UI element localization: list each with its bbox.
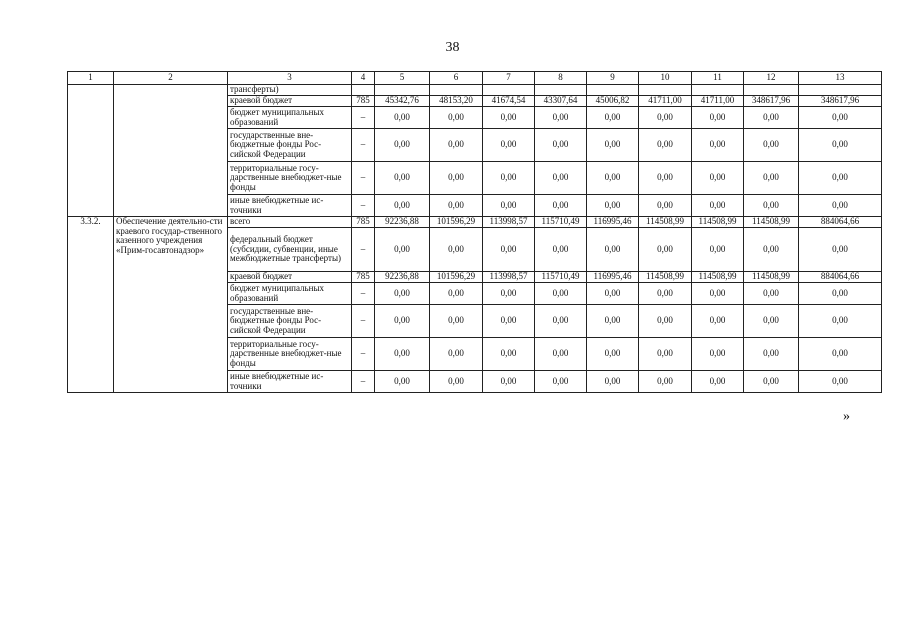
amount-cell: 0,00	[692, 305, 744, 338]
funding-source-cell: территориальные госу-дарственные внебюджет-ные фонды	[228, 338, 352, 371]
amount-cell: 0,00	[692, 371, 744, 393]
amount-cell: 0,00	[587, 305, 639, 338]
amount-cell: 0,00	[483, 371, 535, 393]
amount-cell: 0,00	[799, 338, 882, 371]
amount-cell: 0,00	[535, 305, 587, 338]
funding-source-cell: государственные вне-бюджетные фонды Рос-сийской Федерации	[228, 305, 352, 338]
amount-cell: 0,00	[587, 162, 639, 195]
amount-cell: 0,00	[692, 107, 744, 129]
amount-cell: 0,00	[535, 228, 587, 272]
amount-cell: 115710,49	[535, 272, 587, 283]
amount-cell: 0,00	[483, 195, 535, 217]
amount-cell: 0,00	[744, 162, 799, 195]
amount-cell: 0,00	[587, 195, 639, 217]
closing-quote: »	[843, 409, 850, 424]
amount-cell: 0,00	[375, 338, 430, 371]
amount-cell: 0,00	[535, 107, 587, 129]
column-header: 10	[639, 72, 692, 85]
amount-cell: 0,00	[587, 338, 639, 371]
amount-cell: 0,00	[430, 371, 483, 393]
amount-cell: 41674,54	[483, 96, 535, 107]
column-header: 2	[114, 72, 228, 85]
table-row	[68, 85, 882, 96]
amount-cell: 0,00	[430, 162, 483, 195]
amount-cell	[692, 85, 744, 96]
amount-cell: 0,00	[483, 338, 535, 371]
amount-cell	[430, 85, 483, 96]
amount-cell: 0,00	[483, 283, 535, 305]
amount-cell: 0,00	[430, 283, 483, 305]
budget-table	[67, 71, 882, 393]
amount-cell: 0,00	[483, 107, 535, 129]
budget-code-cell: –	[352, 305, 375, 338]
column-header: 4	[352, 72, 375, 85]
amount-cell: 48153,20	[430, 96, 483, 107]
amount-cell: 0,00	[430, 129, 483, 162]
amount-cell: 45342,76	[375, 96, 430, 107]
amount-cell: 0,00	[483, 162, 535, 195]
amount-cell: 0,00	[744, 228, 799, 272]
amount-cell: 101596,29	[430, 217, 483, 228]
amount-cell: 348617,96	[799, 96, 882, 107]
amount-cell: 41711,00	[639, 96, 692, 107]
amount-cell	[587, 85, 639, 96]
amount-cell: 0,00	[587, 371, 639, 393]
amount-cell: 0,00	[430, 338, 483, 371]
amount-cell: 0,00	[744, 338, 799, 371]
column-header: 9	[587, 72, 639, 85]
budget-code-cell: –	[352, 228, 375, 272]
budget-code-cell	[352, 85, 375, 96]
budget-code-cell: –	[352, 162, 375, 195]
amount-cell: 115710,49	[535, 217, 587, 228]
funding-source-cell: территориальные госу-дарственные внебюджет-ные фонды	[228, 162, 352, 195]
funding-source-cell: краевой бюджет	[228, 96, 352, 107]
column-header: 12	[744, 72, 799, 85]
amount-cell: 0,00	[744, 371, 799, 393]
amount-cell: 0,00	[587, 107, 639, 129]
amount-cell: 0,00	[587, 129, 639, 162]
amount-cell: 116995,46	[587, 272, 639, 283]
amount-cell: 0,00	[639, 283, 692, 305]
amount-cell: 0,00	[744, 195, 799, 217]
item-description-cell	[114, 85, 228, 217]
amount-cell: 0,00	[639, 371, 692, 393]
amount-cell	[375, 85, 430, 96]
budget-code-cell: –	[352, 195, 375, 217]
amount-cell: 0,00	[692, 283, 744, 305]
amount-cell: 0,00	[483, 129, 535, 162]
amount-cell: 0,00	[692, 162, 744, 195]
funding-source-cell: всего	[228, 217, 352, 228]
amount-cell: 0,00	[744, 107, 799, 129]
budget-code-cell: –	[352, 338, 375, 371]
column-header: 11	[692, 72, 744, 85]
column-header: 6	[430, 72, 483, 85]
amount-cell: 0,00	[430, 305, 483, 338]
amount-cell: 0,00	[799, 371, 882, 393]
amount-cell: 43307,64	[535, 96, 587, 107]
column-header: 13	[799, 72, 882, 85]
item-number-cell	[68, 85, 114, 217]
funding-source-cell: государственные вне-бюджетные фонды Рос-сийской Федерации	[228, 129, 352, 162]
amount-cell: 113998,57	[483, 217, 535, 228]
amount-cell	[639, 85, 692, 96]
funding-source-cell: иные внебюджетные ис-точники	[228, 371, 352, 393]
amount-cell: 0,00	[799, 283, 882, 305]
budget-code-cell: –	[352, 371, 375, 393]
amount-cell: 41711,00	[692, 96, 744, 107]
budget-code-cell: 785	[352, 272, 375, 283]
amount-cell: 0,00	[430, 107, 483, 129]
amount-cell: 0,00	[799, 305, 882, 338]
funding-source-cell: бюджет муниципальных образований	[228, 107, 352, 129]
amount-cell: 0,00	[535, 338, 587, 371]
amount-cell: 0,00	[535, 195, 587, 217]
funding-source-cell: краевой бюджет	[228, 272, 352, 283]
amount-cell: 114508,99	[692, 217, 744, 228]
amount-cell: 45006,82	[587, 96, 639, 107]
amount-cell: 0,00	[375, 305, 430, 338]
column-number-row	[68, 72, 882, 85]
amount-cell	[744, 85, 799, 96]
amount-cell: 0,00	[639, 129, 692, 162]
amount-cell: 0,00	[375, 371, 430, 393]
amount-cell: 0,00	[744, 305, 799, 338]
funding-source-cell: федеральный бюджет (субсидии, субвенции, иные межбюджетные трансферты)	[228, 228, 352, 272]
amount-cell: 114508,99	[692, 272, 744, 283]
amount-cell: 0,00	[535, 371, 587, 393]
amount-cell: 0,00	[587, 283, 639, 305]
column-header: 5	[375, 72, 430, 85]
funding-source-cell: бюджет муниципальных образований	[228, 283, 352, 305]
amount-cell: 0,00	[692, 228, 744, 272]
item-number-cell: 3.3.2.	[68, 217, 114, 393]
amount-cell: 0,00	[799, 162, 882, 195]
amount-cell: 0,00	[375, 162, 430, 195]
amount-cell: 884064,66	[799, 272, 882, 283]
amount-cell: 114508,99	[639, 272, 692, 283]
amount-cell: 0,00	[692, 129, 744, 162]
budget-code-cell: 785	[352, 217, 375, 228]
amount-cell: 0,00	[799, 228, 882, 272]
funding-source-cell: иные внебюджетные ис-точники	[228, 195, 352, 217]
budget-code-cell: 785	[352, 96, 375, 107]
amount-cell: 0,00	[639, 195, 692, 217]
funding-source-cell: трансферты)	[228, 85, 352, 96]
amount-cell: 0,00	[639, 305, 692, 338]
amount-cell: 0,00	[483, 305, 535, 338]
column-header: 7	[483, 72, 535, 85]
amount-cell: 0,00	[587, 228, 639, 272]
amount-cell: 0,00	[799, 195, 882, 217]
budget-code-cell: –	[352, 129, 375, 162]
amount-cell: 114508,99	[744, 272, 799, 283]
amount-cell: 0,00	[375, 107, 430, 129]
amount-cell: 0,00	[639, 338, 692, 371]
amount-cell: 884064,66	[799, 217, 882, 228]
budget-code-cell: –	[352, 283, 375, 305]
amount-cell: 0,00	[375, 283, 430, 305]
amount-cell: 0,00	[639, 228, 692, 272]
amount-cell: 0,00	[483, 228, 535, 272]
amount-cell: 113998,57	[483, 272, 535, 283]
amount-cell: 116995,46	[587, 217, 639, 228]
amount-cell: 0,00	[375, 195, 430, 217]
amount-cell: 0,00	[692, 195, 744, 217]
column-header: 1	[68, 72, 114, 85]
amount-cell: 114508,99	[744, 217, 799, 228]
amount-cell: 348617,96	[744, 96, 799, 107]
amount-cell: 0,00	[535, 129, 587, 162]
amount-cell	[483, 85, 535, 96]
amount-cell: 0,00	[799, 107, 882, 129]
amount-cell: 101596,29	[430, 272, 483, 283]
amount-cell: 0,00	[744, 283, 799, 305]
column-header: 3	[228, 72, 352, 85]
item-description-cell: Обеспечение деятельно-сти краевого государ-ственного казенного учреждения «Прим-госавтонадзор»	[114, 217, 228, 393]
amount-cell: 92236,88	[375, 272, 430, 283]
amount-cell: 0,00	[799, 129, 882, 162]
amount-cell: 0,00	[375, 228, 430, 272]
amount-cell: 0,00	[375, 129, 430, 162]
amount-cell: 0,00	[744, 129, 799, 162]
column-header: 8	[535, 72, 587, 85]
amount-cell	[535, 85, 587, 96]
amount-cell: 114508,99	[639, 217, 692, 228]
amount-cell: 0,00	[430, 228, 483, 272]
budget-code-cell: –	[352, 107, 375, 129]
amount-cell: 0,00	[430, 195, 483, 217]
amount-cell: 0,00	[639, 107, 692, 129]
page-number: 38	[445, 40, 460, 55]
amount-cell: 0,00	[692, 338, 744, 371]
amount-cell: 0,00	[535, 162, 587, 195]
amount-cell: 0,00	[639, 162, 692, 195]
table-row	[68, 217, 882, 228]
amount-cell: 0,00	[535, 283, 587, 305]
amount-cell: 92236,88	[375, 217, 430, 228]
amount-cell	[799, 85, 882, 96]
